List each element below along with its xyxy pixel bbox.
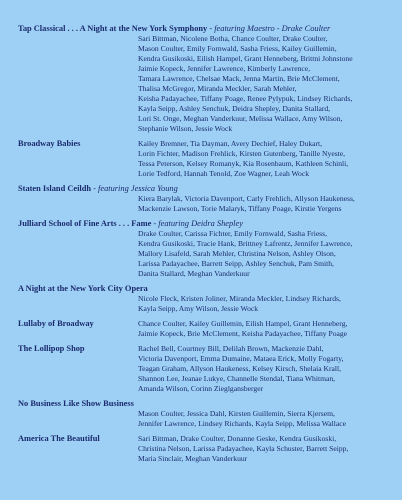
cast-line: Christina Nelson, Larissa Padayachee, Kayla Schuster, Barrett Seipp, bbox=[138, 444, 349, 453]
cast-list bbox=[138, 229, 390, 279]
section-title: Lullaby of Broadway bbox=[18, 319, 94, 328]
cast-line: Mackenzie Lawson, Torie Malaryk, Tiffany Poage, Kirstie Yergens bbox=[138, 204, 342, 213]
section-title-row bbox=[18, 219, 390, 229]
cast-line: Lorin Fichter, Madison Frehlick, Kirsten Gutenberg, Tanille Nyeste, bbox=[138, 149, 346, 158]
cast-line: Mason Coulter, Emily Fornwald, Sasha Friess, Kailey Guillemin, bbox=[138, 44, 337, 53]
section-title: Tap Classical . . . A Night at the New York Symphony bbox=[18, 24, 208, 33]
cast-line: Larissa Padayachee, Barrett Seipp, Ashley Senchuk, Pam Smith, bbox=[138, 259, 334, 268]
cast-line: Thalisa McGregor, Miranda Meckler, Sarah Mehler, bbox=[138, 84, 297, 93]
featuring-credit: - featuring Maestro - Drake Coulter bbox=[207, 24, 331, 33]
cast-line: Nicole Fleck, Kristen Joliner, Miranda Meckler, Lindsey Richards, bbox=[138, 294, 341, 303]
cast-line: Rachel Bell, Courtney Bill, Delilah Brown, Mackenzie Dahl, bbox=[138, 344, 324, 353]
cast-line: Jaimie Kopeck, Jennifer Lawrence, Kimberly Lawrence, bbox=[138, 64, 311, 73]
cast-list bbox=[138, 149, 390, 179]
section-title: The Lollipop Shop bbox=[18, 344, 85, 353]
cast-line: Kiera Barylak, Victoria Davenport, Carly Frehlich, Allyson Haukeness, bbox=[138, 194, 355, 203]
cast-list bbox=[138, 329, 390, 339]
cast-line: Sari Bittman, Nicolene Botha, Chance Coulter, Drake Coulter, bbox=[138, 34, 328, 43]
cast-line: Maria Sinclair, Meghan Vanderkuur bbox=[138, 454, 248, 463]
cast-line: Kendra Gusikoski, Tracie Hank, Brittney Lafrentz, Jennifer Lawrence, bbox=[138, 239, 353, 248]
section-title-row bbox=[18, 434, 390, 444]
cast-list bbox=[138, 444, 390, 464]
program-section bbox=[18, 284, 390, 314]
section-title: Julliard School of Fine Arts . . . Fame bbox=[18, 219, 152, 228]
program-section bbox=[18, 184, 390, 214]
section-title-row bbox=[18, 399, 390, 409]
cast-line: Victoria Davenport, Emma Dumaine, Mataea Erick, Molly Fogarty, bbox=[138, 354, 344, 363]
program-section bbox=[18, 139, 390, 179]
cast-list bbox=[138, 409, 390, 429]
cast-line: Stephanie Wilson, Jessie Wock bbox=[138, 124, 233, 133]
section-title-row bbox=[18, 284, 390, 294]
cast-line: Drake Coulter, Carissa Fichter, Emily Fornwald, Sasha Friess, bbox=[138, 229, 327, 238]
section-title-row bbox=[18, 344, 390, 354]
section-title-row bbox=[18, 139, 390, 149]
program-section bbox=[18, 434, 390, 464]
program-section bbox=[18, 319, 390, 339]
program-section bbox=[18, 219, 390, 279]
cast-list bbox=[138, 294, 390, 314]
cast-line: Teagan Graham, Allyson Haukeness, Kelsey Kirsch, Shelaia Krall, bbox=[138, 364, 341, 373]
cast-list bbox=[138, 194, 390, 214]
cast-list bbox=[138, 34, 390, 134]
cast-line: Shannon Lee, Jeanae Lukye, Channelle Stendal, Tiana Whitman, bbox=[138, 374, 336, 383]
program-section bbox=[18, 344, 390, 394]
cast-line: Danita Stallard, Meghan Vanderkuur bbox=[138, 269, 250, 278]
section-title: America The Beautiful bbox=[18, 434, 100, 443]
cast-line: Tessa Peterson, Kelsey Romanyk, Kia Rosenbaum, Kathleen Schinli, bbox=[138, 159, 349, 168]
cast-line: Kailey Bremner, Tia Dayman, Avery Dechief, Haley Dukart, bbox=[138, 139, 323, 148]
cast-line: Amanda Wilson, Corinn Zieglgansberger bbox=[138, 384, 264, 393]
cast-line: Keisha Padayachee, Tiffany Poage, Renee Pylypuk, Lindsey Richards, bbox=[138, 94, 353, 103]
section-title-row bbox=[18, 319, 390, 329]
cast-line: Lorie Tedford, Hannah Tenold, Zoe Wagner, Leah Wock bbox=[138, 169, 310, 178]
section-title: Staten Island Ceildh bbox=[18, 184, 92, 193]
featuring-credit: - featuring Jessica Young bbox=[91, 184, 178, 193]
section-title: Broadway Babies bbox=[18, 139, 81, 148]
cast-line: Mason Coulter, Jessica Dahl, Kirsten Guillemin, Sierra Kjersem, bbox=[138, 409, 335, 418]
program-section bbox=[18, 24, 390, 134]
cast-list bbox=[138, 354, 390, 394]
program-section bbox=[18, 399, 390, 429]
section-title: No Business Like Show Business bbox=[18, 399, 134, 408]
cast-line: Sari Bittman, Drake Coulter, Donanne Geske, Kendra Gusikoski, bbox=[138, 434, 337, 443]
cast-line: Chance Coulter, Kailey Guillemin, Eilish Hampel, Grant Henneberg, bbox=[138, 319, 348, 328]
cast-line: Kayla Seipp, Amy Wilson, Jessie Wock bbox=[138, 304, 259, 313]
cast-line: Jennifer Lawrence, Lindsey Richards, Kayla Seipp, Melissa Wallace bbox=[138, 419, 347, 428]
cast-line: Jaimie Kopeck, Brie McClement, Keisha Padayachee, Tiffany Poage bbox=[138, 329, 348, 338]
section-title: A Night at the New York City Opera bbox=[18, 284, 148, 293]
cast-line: Lori St. Onge, Meghan Vanderkuur, Melissa Wallace, Amy Wilson, bbox=[138, 114, 343, 123]
cast-line: Tamara Lawrence, Chelsae Mack, Jenna Martin, Brie McClement, bbox=[138, 74, 340, 83]
featuring-credit: - featuring Deidra Shepley bbox=[151, 219, 243, 228]
cast-line: Mallory Lisafeld, Sarah Mehler, Christina Nelson, Ashley Olson, bbox=[138, 249, 336, 258]
section-title-row bbox=[18, 184, 390, 194]
cast-line: Kendra Gusikoski, Eilish Hampel, Grant Henneberg, Brittni Johnstone bbox=[138, 54, 353, 63]
section-title-row bbox=[18, 24, 390, 34]
cast-line: Kayla Seipp, Ashley Senchuk, Deidra Shepley, Danita Stallard, bbox=[138, 104, 331, 113]
